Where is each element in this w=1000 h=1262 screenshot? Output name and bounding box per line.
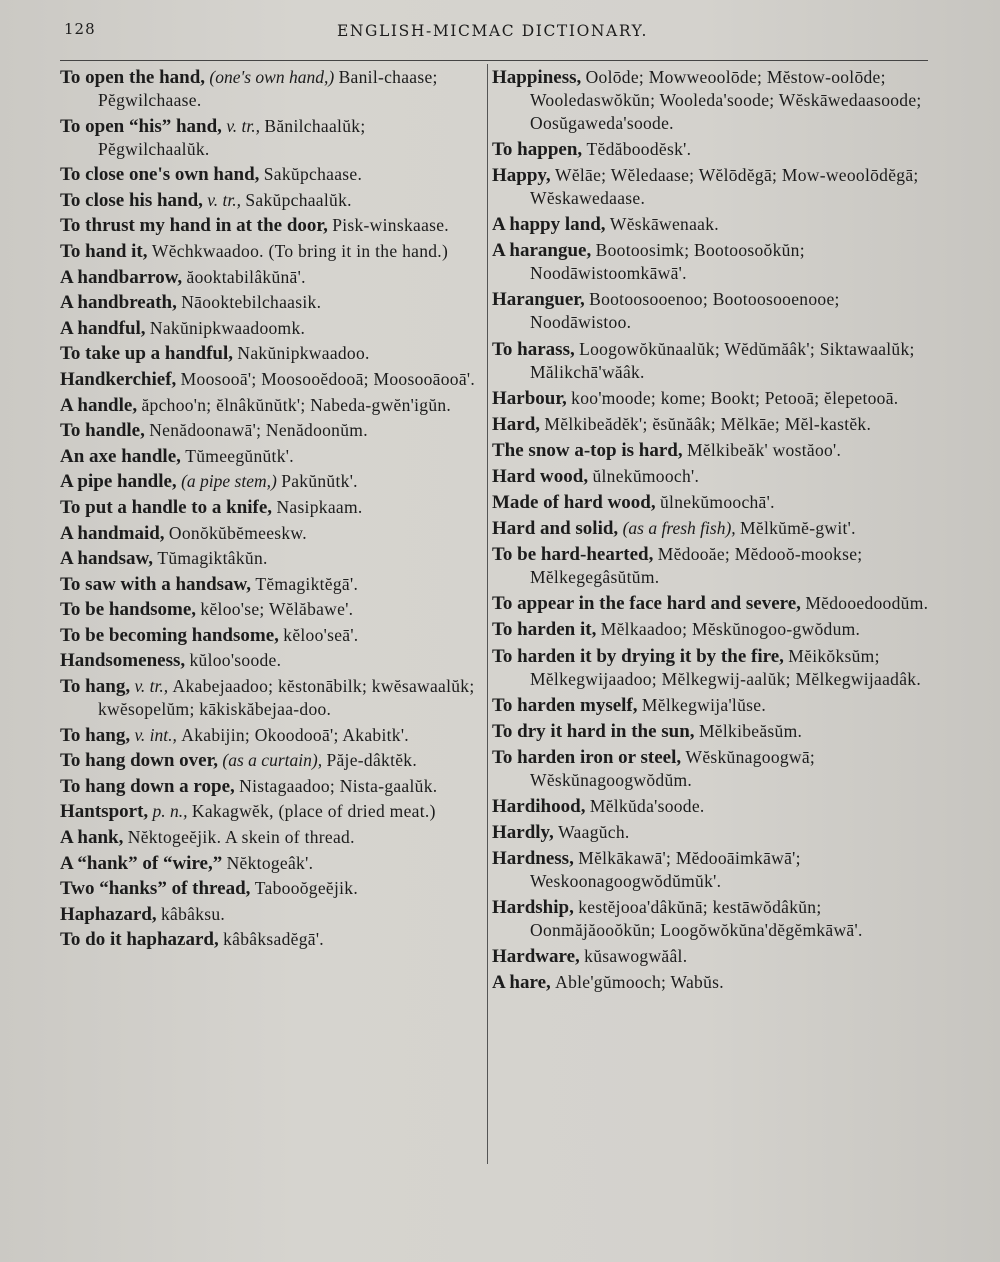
dictionary-entry <box>60 852 478 875</box>
dictionary-entry <box>492 138 929 161</box>
entry-micmac-translation: Nenădoonawā'; Nenădoonŭm. <box>149 420 368 441</box>
dictionary-entry <box>492 746 929 792</box>
dictionary-entry <box>492 66 929 135</box>
entry-micmac-translation: Bănilchaalŭk; Pĕgwilchaalŭk. <box>98 115 366 159</box>
entry-micmac-translation: Mĕdooedoodŭm. <box>805 593 929 614</box>
entry-micmac-translation: kestĕjooa'dâkŭnā; kestāwŏdâkŭn; Oonmăjăooŏkŭn; Loogŏwŏkŭna'dĕgĕmkāwā'. <box>530 897 863 941</box>
entry-micmac-translation: Tĕdăboodĕsk'. <box>586 139 692 160</box>
entry-micmac-translation: kĕloo'se; Wĕlăbawe'. <box>200 599 354 620</box>
entry-headword: To hang down a rope, <box>60 775 235 797</box>
entry-micmac-translation: Mĕlkibeăsŭm. <box>698 720 803 741</box>
entry-headword: A harangue, <box>492 240 592 262</box>
entry-micmac-translation: Mĕlkŭda'soode. <box>589 795 705 816</box>
entry-headword: To open “his” hand, <box>60 115 222 137</box>
entry-headword: The snow a-top is hard, <box>492 439 683 461</box>
dictionary-entry <box>60 675 478 721</box>
page-header <box>60 18 925 48</box>
entry-micmac-translation: Oonŏkŭbĕmeeskw. <box>168 522 307 543</box>
entry-headword: A handmaid, <box>60 522 165 544</box>
entry-micmac-translation: Bootoosooenoo; Bootoosooenooe; Noodāwistoo. <box>530 289 840 333</box>
entry-grammar-note: (as a fresh fish), <box>622 518 736 539</box>
dictionary-entry <box>492 387 929 410</box>
entry-headword: To harden it, <box>492 619 597 641</box>
dictionary-entry <box>60 163 478 186</box>
entry-micmac-translation: Mĕlkŭmĕ-gwit'. <box>740 518 856 539</box>
entry-micmac-translation: Mĕdooăe; Mĕdooŏ-mookse; Mĕlkegegâsŭtŭm. <box>530 544 863 588</box>
entry-headword: To thrust my hand in at the door, <box>60 215 328 237</box>
entry-headword: A hare, <box>492 972 551 994</box>
entry-micmac-translation: Waagŭch. <box>558 821 630 842</box>
dictionary-entry <box>492 465 929 488</box>
right-column <box>492 66 929 997</box>
entry-headword: Harbour, <box>492 387 567 409</box>
entry-headword: To do it haphazard, <box>60 929 219 951</box>
dictionary-entry <box>60 826 478 849</box>
dictionary-entry <box>492 439 929 462</box>
dictionary-entry <box>60 189 478 212</box>
entry-headword: Hardly, <box>492 821 554 843</box>
dictionary-entry <box>60 903 478 926</box>
entry-micmac-translation: ŭlnekŭmoochā'. <box>660 492 775 513</box>
dictionary-entry <box>492 847 929 893</box>
entry-headword: To put a handle to a knife, <box>60 496 273 518</box>
entry-micmac-translation: Able'gŭmooch; Wabŭs. <box>555 972 724 993</box>
dictionary-entry <box>60 291 478 314</box>
entry-grammar-note: (as a curtain), <box>222 750 323 771</box>
entry-micmac-translation: Mĕlkegwija'lŭse. <box>641 694 766 715</box>
dictionary-entry <box>492 517 929 540</box>
page-number: 128 <box>64 20 96 38</box>
entry-micmac-translation: Oolōde; Mowweoolōde; Mĕstow-oolōde; Wooledaswŏkŭn; Wooleda'soode; Wĕskāwedaasoode; Oosŭgaweda'soode. <box>530 67 922 133</box>
entry-micmac-translation: kŭloo'soode. <box>189 650 282 671</box>
dictionary-entry <box>60 115 478 161</box>
entry-micmac-translation: Sakŭpchaase. <box>263 164 363 185</box>
entry-headword: Two “hanks” of thread, <box>60 878 251 900</box>
entry-headword: To close one's own hand, <box>60 164 260 186</box>
dictionary-entry <box>60 877 478 900</box>
entry-micmac-translation: Banil-chaase; Pĕgwilchaase. <box>98 67 438 110</box>
entry-grammar-note: v. tr., <box>207 189 241 210</box>
entry-headword: To be becoming handsome, <box>60 624 279 646</box>
dictionary-entry <box>492 543 929 589</box>
entry-headword: A handful, <box>60 317 146 339</box>
entry-grammar-note: v. tr., <box>134 676 169 697</box>
entry-grammar-note: v. int., <box>134 724 177 745</box>
dictionary-entry <box>492 720 929 743</box>
entry-headword: A “hank” of “wire,” <box>60 852 223 874</box>
dictionary-entry <box>60 317 478 340</box>
entry-headword: To dry it hard in the sun, <box>492 720 695 742</box>
entry-micmac-translation: Păje-dâktĕk. <box>326 750 418 771</box>
entry-grammar-note: p. n., <box>152 801 188 822</box>
entry-micmac-translation: Loogowŏkŭnaalŭk; Wĕdŭmăâk'; Siktawaalŭk; Mălikchā'wăâk. <box>530 338 915 382</box>
entry-headword: To saw with a handsaw, <box>60 573 251 595</box>
entry-headword: Hardship, <box>492 897 574 919</box>
page-title: ENGLISH-MICMAC DICTIONARY. <box>336 22 649 40</box>
entry-micmac-translation: Nakŭnipkwaadoomk. <box>149 317 306 338</box>
dictionary-entry <box>492 945 929 968</box>
entry-micmac-translation: Sakŭpchaalŭk. <box>245 189 352 210</box>
dictionary-entry <box>60 522 478 545</box>
dictionary-entry <box>60 749 478 772</box>
dictionary-entry <box>60 66 478 112</box>
entry-headword: To hand it, <box>60 240 148 262</box>
dictionary-entry <box>492 896 929 942</box>
dictionary-entry <box>60 547 478 570</box>
dictionary-entry <box>492 795 929 818</box>
entry-headword: To harden iron or steel, <box>492 746 682 768</box>
entry-headword: Handsomeness, <box>60 650 186 672</box>
entry-micmac-translation: Mĕlkibeădĕk'; ĕsŭnăâk; Mĕlkāe; Mĕl-kastĕk. <box>544 413 872 434</box>
dictionary-entry <box>492 618 929 641</box>
header-rule <box>60 60 928 61</box>
dictionary-entry <box>60 368 478 391</box>
entry-headword: Happiness, <box>492 67 582 88</box>
entry-micmac-translation: Mĕlkaadoo; Mĕskŭnogoo-gwŏdum. <box>600 619 861 640</box>
dictionary-entry <box>60 649 478 672</box>
dictionary-entry <box>60 419 478 442</box>
entry-micmac-translation: ăooktabilâkŭnā'. <box>186 266 306 287</box>
entry-micmac-translation: Bootoosimk; Bootoosoŏkŭn; Noodāwistoomkāwā'. <box>530 240 805 284</box>
dictionary-entry <box>492 213 929 236</box>
dictionary-entry <box>60 598 478 621</box>
entry-micmac-translation: Wĕlāe; Wĕledaase; Wĕlōdĕgā; Mow-weoolōdĕgā; Wĕskawedaase. <box>530 165 919 209</box>
entry-headword: A handle, <box>60 394 138 416</box>
dictionary-entry <box>60 624 478 647</box>
entry-headword: To close his hand, <box>60 189 203 211</box>
entry-headword: To happen, <box>492 139 583 161</box>
dictionary-entry <box>492 694 929 717</box>
entry-headword: To open the hand, <box>60 67 206 88</box>
entry-micmac-translation: Mĕlkibeăk' wostăoo'. <box>686 439 842 460</box>
entry-headword: Hardihood, <box>492 795 586 817</box>
entry-micmac-translation: Pakŭnŭtk'. <box>281 471 358 492</box>
dictionary-entry <box>492 413 929 436</box>
entry-micmac-translation: kâbâksadĕgā'. <box>223 929 324 950</box>
dictionary-entry <box>492 239 929 285</box>
dictionary-entry <box>60 342 478 365</box>
dictionary-entry <box>60 724 478 747</box>
entry-micmac-translation: Nĕktogeĕjik. A skein of thread. <box>127 827 355 848</box>
entry-headword: Made of hard wood, <box>492 492 656 514</box>
entry-headword: A handsaw, <box>60 548 153 570</box>
entry-micmac-translation: Mĕikŏksŭm; Mĕlkegwijaadoo; Mĕlkegwij-aalŭk; Mĕlkegwijaadâk. <box>530 645 922 689</box>
entry-micmac-translation: Mĕlkākawā'; Mĕdooāimkāwā'; Weskoonagoogwŏdŭmŭk'. <box>530 848 801 892</box>
dictionary-entry <box>60 573 478 596</box>
entry-headword: Hardness, <box>492 848 574 870</box>
dictionary-entry <box>492 288 929 334</box>
entry-headword: To appear in the face hard and severe, <box>492 593 801 615</box>
entry-headword: Hard, <box>492 413 541 435</box>
entry-micmac-translation: Kakagwĕk, (place of dried meat.) <box>191 801 436 822</box>
entry-micmac-translation: Wĕchkwaadoo. (To bring it in the hand.) <box>151 240 449 261</box>
entry-headword: To hang down over, <box>60 750 219 772</box>
entry-micmac-translation: Nĕktogeâk'. <box>226 852 314 873</box>
entry-grammar-note: (one's own hand,) <box>209 67 335 87</box>
entry-headword: Hard wood, <box>492 465 589 487</box>
entry-micmac-translation: Nāooktebilchaasik. <box>181 292 322 313</box>
entry-headword: To hang, <box>60 676 131 698</box>
entry-micmac-translation: Akabijin; Okoodooā'; Akabitk'. <box>181 724 409 745</box>
entry-headword: To take up a handful, <box>60 343 234 365</box>
entry-headword: Hardware, <box>492 946 580 968</box>
column-divider <box>487 64 488 1164</box>
entry-headword: To harden it by drying it by the fire, <box>492 645 784 667</box>
entry-micmac-translation: Wĕskāwenaak. <box>609 214 719 235</box>
entry-headword: Happy, <box>492 165 551 187</box>
entry-micmac-translation: Pisk-winskaase. <box>332 215 449 236</box>
dictionary-entry <box>492 491 929 514</box>
left-column <box>60 66 478 954</box>
entry-headword: To harass, <box>492 338 575 360</box>
dictionary-entry <box>492 592 929 615</box>
dictionary-entry <box>492 971 929 994</box>
dictionary-entry <box>492 821 929 844</box>
entry-headword: A pipe handle, <box>60 471 177 493</box>
dictionary-entry <box>492 645 929 691</box>
entry-headword: To harden myself, <box>492 694 638 716</box>
entry-headword: An axe handle, <box>60 445 181 467</box>
entry-micmac-translation: kŭsawogwăâl. <box>584 946 688 967</box>
dictionary-entry <box>60 394 478 417</box>
entry-headword: Haranguer, <box>492 289 585 311</box>
entry-headword: A handbreath, <box>60 292 177 314</box>
dictionary-entry <box>60 496 478 519</box>
entry-headword: A handbarrow, <box>60 266 183 288</box>
entry-micmac-translation: Nistagaadoo; Nista-gaalŭk. <box>239 775 438 796</box>
entry-headword: To be handsome, <box>60 599 197 621</box>
dictionary-entry <box>60 928 478 951</box>
entry-micmac-translation: Nakŭnipkwaadoo. <box>237 343 370 364</box>
entry-grammar-note: (a pipe stem,) <box>181 471 277 492</box>
entry-micmac-translation: Moosooā'; Moosooĕdooā; Moosooāooā'. <box>180 368 476 389</box>
entry-headword: Haphazard, <box>60 903 157 925</box>
entry-micmac-translation: Nasipkaam. <box>276 496 363 517</box>
dictionary-entry <box>60 214 478 237</box>
dictionary-entry <box>60 800 478 823</box>
dictionary-entry <box>492 164 929 210</box>
entry-micmac-translation: Tŭmagiktâkŭn. <box>157 548 268 569</box>
dictionary-entry <box>60 445 478 468</box>
dictionary-entry <box>492 338 929 384</box>
entry-headword: Handkerchief, <box>60 368 177 390</box>
entry-micmac-translation: Akabejaadoo; kĕstonābilk; kwĕsawaalŭk; kwĕsopelŭm; kākiskăbejaa-doo. <box>98 676 475 720</box>
entry-headword: Hard and solid, <box>492 518 619 540</box>
entry-micmac-translation: Tŭmeegŭnŭtk'. <box>185 445 294 466</box>
dictionary-entry <box>60 470 478 493</box>
entry-micmac-translation: Tĕmagiktĕgā'. <box>255 573 359 594</box>
dictionary-entry <box>60 775 478 798</box>
entry-headword: To hang, <box>60 724 131 746</box>
entry-micmac-translation: koo'moode; kome; Bookt; Petooā; ĕlepetooā. <box>571 387 899 408</box>
entry-micmac-translation: ŭlnekŭmooch'. <box>592 465 700 486</box>
entry-micmac-translation: kâbâksu. <box>160 903 226 924</box>
entry-headword: Hantsport, <box>60 801 149 823</box>
entry-micmac-translation: kĕloo'seā'. <box>283 624 359 645</box>
dictionary-entry <box>60 266 478 289</box>
entry-headword: To be hard-hearted, <box>492 544 654 566</box>
entry-grammar-note: v. tr., <box>226 115 261 136</box>
dictionary-entry <box>60 240 478 263</box>
entry-micmac-translation: ăpchoo'n; ĕlnâkŭnŭtk'; Nabeda-gwĕn'igŭn. <box>141 394 452 415</box>
entry-micmac-translation: Tabooŏgeĕjik. <box>254 878 359 899</box>
entry-micmac-translation: Wĕskŭnagoogwā; Wĕskŭnagoogwŏdŭm. <box>530 746 816 790</box>
entry-headword: A hank, <box>60 827 124 849</box>
entry-headword: To handle, <box>60 420 145 442</box>
entry-headword: A happy land, <box>492 214 606 236</box>
